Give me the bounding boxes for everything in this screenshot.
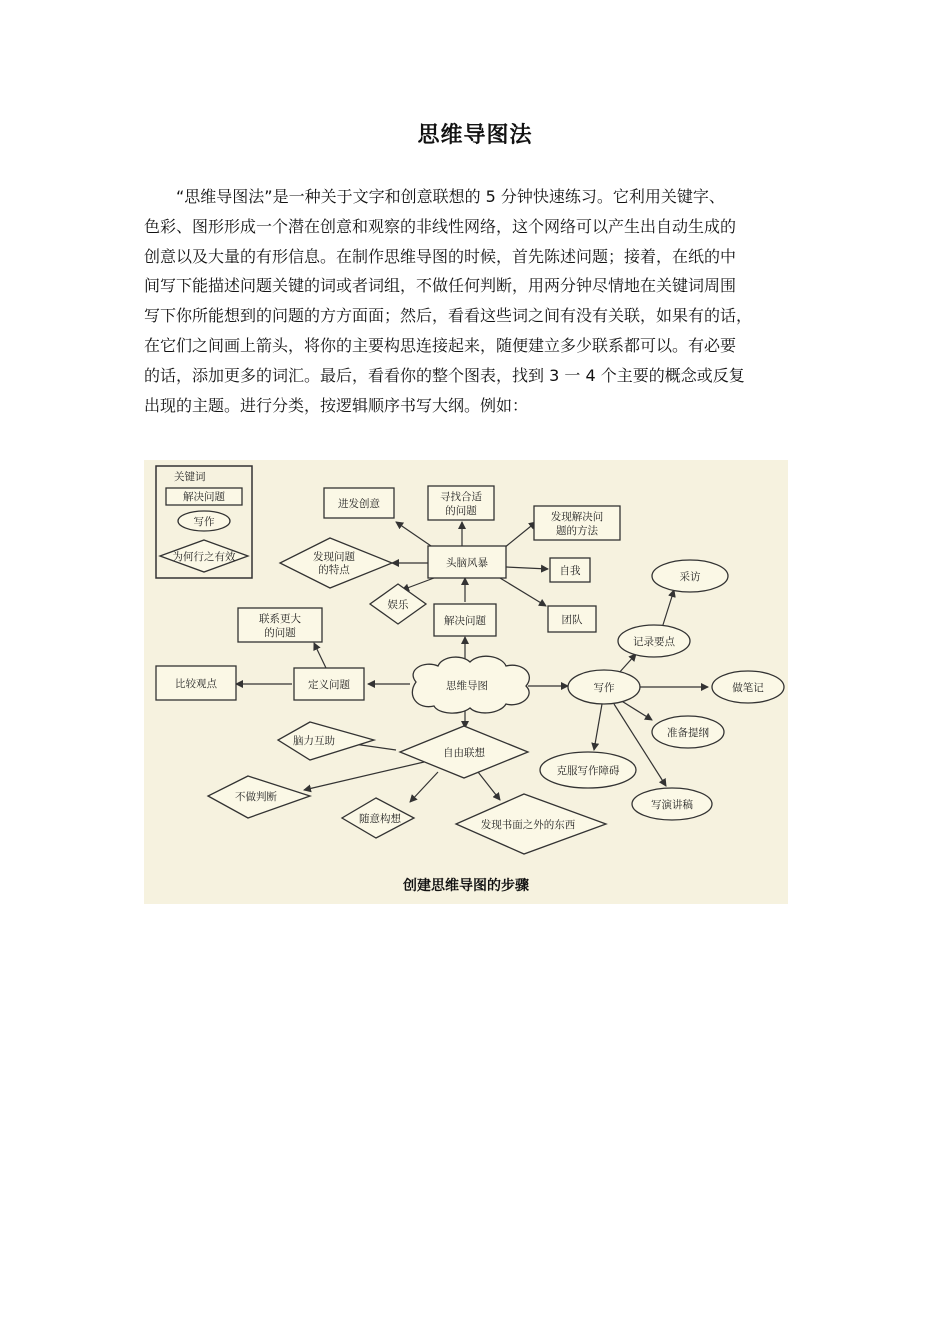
node-interview-label: 采访 [679, 571, 701, 583]
legend [156, 466, 252, 578]
edge-define-bigger [314, 643, 326, 668]
node-write-label: 写作 [593, 682, 615, 694]
paragraph-line: 在它们之间画上箭头，将你的主要构思连接起来，随便建立多少联系都可以。有必要 [144, 335, 737, 355]
edge-free-beyond [478, 772, 500, 800]
node-features [280, 538, 392, 588]
node-center-label: 思维导图 [446, 680, 488, 692]
document-title: 思维导图法 [417, 123, 533, 148]
paragraph-line: 的话，添加更多的词汇。最后，看看你的整个图表，找到 3 一 4 个主要的概念或反复 [144, 365, 745, 385]
paragraph-line: 色彩、图形形成一个潜在创意和观察的非线性网络，这个网络可以产生出自动生成的 [144, 216, 737, 236]
node-center [412, 656, 529, 713]
diamond-nodes [208, 538, 606, 854]
edge-write-record [618, 654, 636, 674]
legend-title: 关键词 [174, 471, 206, 483]
node-features-label-2: 的特点 [318, 564, 350, 576]
edge-write-block [594, 704, 602, 750]
body-paragraph [144, 182, 816, 420]
node-find-label-1: 寻找合适 [440, 491, 482, 503]
node-method-label-1: 发现解决问 [550, 511, 604, 523]
mind-map-figure [144, 460, 788, 904]
node-self-label: 自我 [559, 565, 581, 577]
node-method-label-2: 题的方法 [556, 525, 598, 537]
paragraph-line: 出现的主题。进行分类，按逻辑顺序书写大纲。例如： [144, 395, 529, 415]
node-solve-label: 解决问题 [444, 615, 486, 627]
node-record-label: 记录要点 [633, 636, 675, 648]
node-compare-label: 比较观点 [175, 678, 217, 690]
mind-map-diagram [144, 460, 788, 904]
edge-brainstorm-inspire [396, 522, 434, 548]
edge-brainstorm-method [504, 522, 536, 548]
node-find-label-2: 的问题 [445, 505, 477, 517]
node-beyond-label: 发现书面之外的东西 [480, 819, 576, 831]
node-brainhelp-label: 脑力互助 [293, 735, 335, 747]
node-brainstorm-label: 头脑风暴 [446, 557, 488, 569]
node-inspire-label: 进发创意 [338, 498, 380, 510]
figure-caption: 创建思维导图的步骤 [403, 878, 529, 894]
edge-record-interview [662, 590, 674, 628]
node-features-label-1: 发现问题 [313, 551, 355, 563]
paragraph-line: “思维导图法”是一种关于文字和创意联想的 5 分钟快速练习。它利用关键字、 [176, 187, 725, 206]
legend-ellipse-label: 写作 [193, 516, 215, 528]
node-bigger-label-2: 的问题 [264, 627, 296, 639]
edge-free-random [410, 772, 438, 802]
paragraph-line: 写下你所能想到的问题的方方面面；然后，看看这些词之间有没有关联，如果有的话， [144, 306, 753, 326]
node-free-label: 自由联想 [443, 747, 485, 759]
node-notes-label: 做笔记 [732, 682, 764, 694]
edge-write-outline [620, 700, 652, 720]
edge-free-nojudge [304, 762, 424, 790]
node-speech-label: 写演讲稿 [651, 799, 693, 811]
node-outline-label: 准备提纲 [667, 727, 709, 739]
node-define-label: 定义问题 [308, 679, 350, 691]
ellipse-nodes [540, 560, 784, 820]
legend-diamond-label: 为何行之有效 [172, 551, 236, 563]
node-block-label: 克服写作障碍 [556, 765, 620, 777]
edge-brainstorm-fun [402, 578, 434, 590]
paragraph-line: 间写下能描述问题关键的词或者词组，不做任何判断，用两分钟尽情地在关键词周围 [144, 276, 737, 296]
edge-brainstorm-team [500, 578, 546, 606]
node-nojudge-label: 不做判断 [235, 791, 277, 803]
node-fun-label: 娱乐 [387, 599, 409, 611]
node-team-label: 团队 [561, 614, 583, 626]
edge-brainstorm-self [506, 567, 548, 569]
legend-rect-label: 解决问题 [183, 491, 225, 503]
paragraph-line: 创意以及大量的有形信息。在制作思维导图的时候，首先陈述问题；接着，在纸的中 [144, 246, 737, 266]
node-random-label: 随意构想 [359, 813, 401, 825]
node-bigger-label-1: 联系更大 [259, 613, 301, 625]
